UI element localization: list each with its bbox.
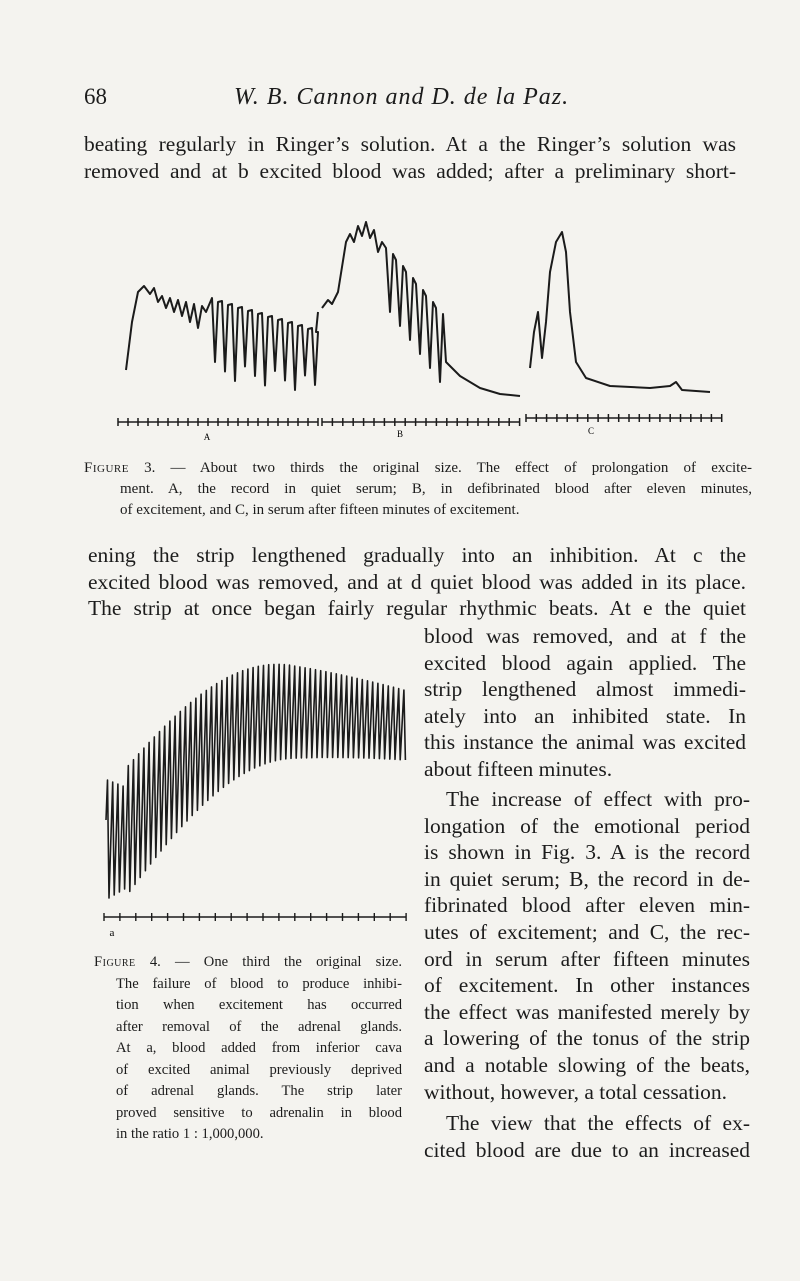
text-line: this instance the animal was excited: [424, 730, 746, 755]
caption-line: The failure of blood to produce inhibi-: [116, 975, 402, 992]
running-title: W. B. Cannon and D. de la Paz.: [234, 84, 570, 110]
trace-b: [322, 222, 520, 396]
trace-a: [126, 286, 318, 390]
figure-3-label-a: A: [203, 432, 211, 442]
figure-3-caption: [84, 458, 752, 521]
text-line: and a notable slowing of the beats,: [424, 1052, 750, 1077]
text-line: in quiet serum; B, the record in de-: [424, 866, 750, 891]
paragraph-3: [424, 786, 750, 1105]
page-number: 68: [84, 84, 107, 109]
text-line: of excitement. In other instances: [424, 973, 750, 998]
figure-4-caption: [94, 952, 402, 1146]
trace-c: [530, 232, 710, 392]
text-line: cited blood are due to an increased: [424, 1137, 750, 1162]
caption-line: 3. — About two thirds the original size. The effect of prolongation of excite-: [128, 460, 752, 476]
caption-line: of excitement, and C, in serum after fifteen minutes of excitement.: [120, 502, 520, 518]
text-line: the effect was manifested merely by: [424, 999, 750, 1024]
paragraph-2-continued: [424, 623, 746, 783]
caption-line: of adrenal glands. The strip later: [116, 1083, 402, 1099]
text-line: The increase of effect with pro-: [446, 787, 750, 811]
text-line: ord in serum after fifteen minutes: [424, 946, 750, 971]
caption-line: 4. — One third the original size.: [135, 954, 402, 970]
caption-line: proved sensitive to adrenalin in blood: [116, 1104, 402, 1121]
figure-4-label-a: a: [109, 927, 115, 939]
caption-line: of excited animal previously deprived: [116, 1061, 402, 1078]
text-line: The view that the effects of ex-: [446, 1111, 750, 1135]
figure-3-label-c: C: [587, 426, 595, 436]
figure-4-kymograph: [98, 640, 414, 940]
figure-3-kymograph: [110, 212, 730, 447]
paragraph-1: [84, 131, 736, 184]
caption-line: ment. A, the record in quiet serum; B, in defibrinated blood after eleven minutes,: [120, 481, 752, 497]
figure-3-label-b: B: [396, 429, 404, 439]
text-line: strip lengthened almost immedi-: [424, 677, 746, 702]
text-line: fibrinated blood after eleven min-: [424, 893, 750, 918]
paragraph-2: [88, 542, 746, 622]
text-line: excited blood again applied. The: [424, 650, 746, 675]
text-line: excited blood was removed, and at d quiet blood was added in its place.: [88, 569, 746, 594]
trace-4: [106, 664, 405, 898]
text-line: beating regularly in Ringer’s solution. At a the Ringer’s solution was: [84, 132, 736, 156]
caption-line: in the ratio 1 : 1,000,000.: [116, 1126, 264, 1142]
caption-lead: Figure: [84, 460, 129, 476]
text-line: ately into an inhibited state. In: [424, 703, 746, 728]
text-line: blood was removed, and at f the: [424, 624, 746, 648]
text-line: utes of excitement; and C, the rec-: [424, 919, 750, 944]
text-line: is shown in Fig. 3. A is the record: [424, 840, 750, 865]
text-line: removed and at b excited blood was added; after a preliminary short-: [84, 158, 736, 183]
running-head: [84, 84, 734, 118]
text-line: ening the strip lengthened gradually into an inhibition. At c the: [88, 543, 746, 567]
text-line: without, however, a total cessation.: [424, 1079, 728, 1104]
caption-line: after removal of the adrenal glands.: [116, 1018, 402, 1035]
caption-line: tion when excitement has occurred: [116, 997, 402, 1013]
text-line: a lowering of the tonus of the strip: [424, 1026, 750, 1051]
caption-lead: Figure: [94, 954, 136, 970]
caption-line: At a, blood added from inferior cava: [116, 1040, 402, 1056]
text-line: longation of the emotional period: [424, 813, 750, 838]
text-line: The strip at once began fairly regular rhythmic beats. At e the quiet: [88, 596, 746, 621]
text-line: about fifteen minutes.: [424, 756, 613, 781]
paragraph-4: [424, 1110, 750, 1163]
